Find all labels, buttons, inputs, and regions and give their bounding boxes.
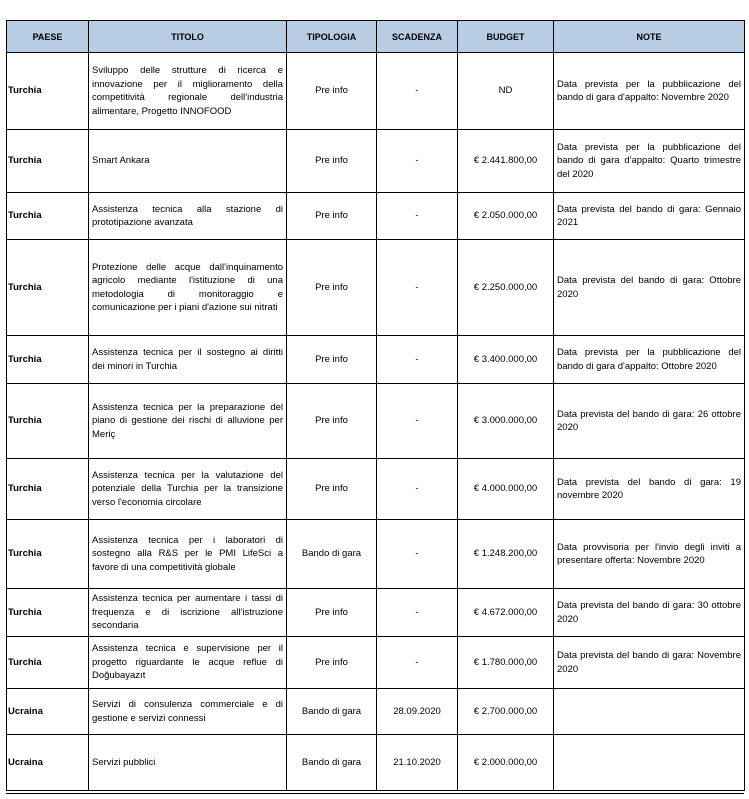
- cell-budget: € 4.672.000,00: [458, 589, 554, 637]
- cell-note: Data prevista del bando di gara: Ottobre 2020: [554, 240, 745, 336]
- cell-titolo: Servizi di consulenza commerciale e di gestione e servizi connessi: [89, 689, 287, 735]
- table-row: [7, 130, 745, 193]
- table-row: [7, 735, 745, 791]
- cell-titolo: Sviluppo delle strutture di ricerca e innovazione per il miglioramento della competitività regionale dell'industria alimentare, Progetto INNOFOOD: [89, 53, 287, 130]
- cell-titolo: Assistenza tecnica alla stazione di prototipazione avanzata: [89, 193, 287, 240]
- cell-tipologia: Pre info: [287, 589, 377, 637]
- cell-paese: Ucraina: [7, 735, 89, 791]
- tenders-table: [6, 20, 745, 791]
- header-row: [7, 21, 745, 53]
- cell-budget: € 2.700.000,00: [458, 689, 554, 735]
- cell-note: Data prevista del bando di gara: 26 ottobre 2020: [554, 384, 745, 459]
- header-titolo: TITOLO: [89, 21, 287, 53]
- cell-paese: Turchia: [7, 336, 89, 384]
- cell-note: Data prevista del bando di gara: Gennaio 2021: [554, 193, 745, 240]
- cell-scadenza: -: [377, 459, 458, 520]
- cell-budget: € 1.248.200,00: [458, 520, 554, 589]
- table-row: [7, 336, 745, 384]
- header-scadenza: SCADENZA: [377, 21, 458, 53]
- cell-tipologia: Pre info: [287, 459, 377, 520]
- cell-note: Data provvisoria per l'invio degli inviti a presentare offerta: Novembre 2020: [554, 520, 745, 589]
- cell-note: Data prevista del bando di gara: 30 ottobre 2020: [554, 589, 745, 637]
- cell-budget: € 2.000.000,00: [458, 735, 554, 791]
- header-tipologia: TIPOLOGIA: [287, 21, 377, 53]
- table-row: [7, 589, 745, 637]
- cell-budget: € 2.050.000,00: [458, 193, 554, 240]
- cell-scadenza: -: [377, 240, 458, 336]
- table-body: [7, 53, 745, 791]
- bottom-rule: [6, 793, 744, 794]
- cell-scadenza: -: [377, 637, 458, 689]
- cell-budget: € 4.000.000,00: [458, 459, 554, 520]
- cell-scadenza: 28.09.2020: [377, 689, 458, 735]
- cell-scadenza: -: [377, 193, 458, 240]
- header-note: NOTE: [554, 21, 745, 53]
- cell-tipologia: Bando di gara: [287, 735, 377, 791]
- cell-note: [554, 689, 745, 735]
- table-row: [7, 53, 745, 130]
- cell-tipologia: Bando di gara: [287, 520, 377, 589]
- cell-budget: € 3.000.000,00: [458, 384, 554, 459]
- cell-paese: Ucraina: [7, 689, 89, 735]
- table-row: [7, 520, 745, 589]
- cell-tipologia: Pre info: [287, 336, 377, 384]
- cell-paese: Turchia: [7, 637, 89, 689]
- cell-titolo: Assistenza tecnica per i laboratori di sostegno alla R&S per le PMI LifeSci a favore di una competitività globale: [89, 520, 287, 589]
- cell-scadenza: -: [377, 589, 458, 637]
- cell-note: [554, 735, 745, 791]
- cell-tipologia: Pre info: [287, 193, 377, 240]
- cell-budget: € 2.441.800,00: [458, 130, 554, 193]
- cell-tipologia: Pre info: [287, 384, 377, 459]
- table-row: [7, 459, 745, 520]
- cell-paese: Turchia: [7, 130, 89, 193]
- table-row: [7, 240, 745, 336]
- cell-scadenza: -: [377, 53, 458, 130]
- cell-titolo: Assistenza tecnica e supervisione per il progetto riguardante le acque reflue di Doğubayazıt: [89, 637, 287, 689]
- cell-budget: € 1.780.000,00: [458, 637, 554, 689]
- cell-paese: Turchia: [7, 520, 89, 589]
- cell-paese: Turchia: [7, 193, 89, 240]
- cell-paese: Turchia: [7, 589, 89, 637]
- cell-budget: ND: [458, 53, 554, 130]
- cell-scadenza: -: [377, 130, 458, 193]
- cell-paese: Turchia: [7, 459, 89, 520]
- cell-titolo: Assistenza tecnica per aumentare i tassi di frequenza e di iscrizione all'istruzione secondaria: [89, 589, 287, 637]
- cell-scadenza: -: [377, 336, 458, 384]
- cell-note: Data prevista del bando di gara: Novembre 2020: [554, 637, 745, 689]
- cell-paese: Turchia: [7, 53, 89, 130]
- cell-tipologia: Bando di gara: [287, 689, 377, 735]
- table-row: [7, 384, 745, 459]
- cell-tipologia: Pre info: [287, 240, 377, 336]
- cell-tipologia: Pre info: [287, 637, 377, 689]
- header-budget: BUDGET: [458, 21, 554, 53]
- table-row: [7, 689, 745, 735]
- cell-titolo: Assistenza tecnica per la preparazione del piano di gestione dei rischi di alluvione per Meriç: [89, 384, 287, 459]
- cell-note: Data prevista del bando di gara: 19 novembre 2020: [554, 459, 745, 520]
- cell-note: Data prevista per la pubblicazione del bando di gara d'appalto: Ottobre 2020: [554, 336, 745, 384]
- table-row: [7, 193, 745, 240]
- cell-tipologia: Pre info: [287, 53, 377, 130]
- cell-paese: Turchia: [7, 384, 89, 459]
- cell-titolo: Servizi pubblici: [89, 735, 287, 791]
- cell-tipologia: Pre info: [287, 130, 377, 193]
- cell-note: Data prevista per la pubblicazione del bando di gara d'appalto: Novembre 2020: [554, 53, 745, 130]
- cell-note: Data prevista per la pubblicazione del bando di gara d'appalto: Quarto trimestre del 2020: [554, 130, 745, 193]
- cell-scadenza: -: [377, 384, 458, 459]
- cell-budget: € 3.400.000,00: [458, 336, 554, 384]
- cell-paese: Turchia: [7, 240, 89, 336]
- table-row: [7, 637, 745, 689]
- cell-budget: € 2.250.000,00: [458, 240, 554, 336]
- cell-scadenza: -: [377, 520, 458, 589]
- header-paese: PAESE: [7, 21, 89, 53]
- cell-titolo: Smart Ankara: [89, 130, 287, 193]
- cell-titolo: Assistenza tecnica per la valutazione del potenziale della Turchia per la transizione verso l'economia circolare: [89, 459, 287, 520]
- cell-titolo: Protezione delle acque dall'inquinamento agricolo mediante l'istituzione di una metodologia di monitoraggio e comunicazione per i piani d'azione sui nitrati: [89, 240, 287, 336]
- cell-scadenza: 21.10.2020: [377, 735, 458, 791]
- cell-titolo: Assistenza tecnica per il sostegno ai diritti dei minori in Turchia: [89, 336, 287, 384]
